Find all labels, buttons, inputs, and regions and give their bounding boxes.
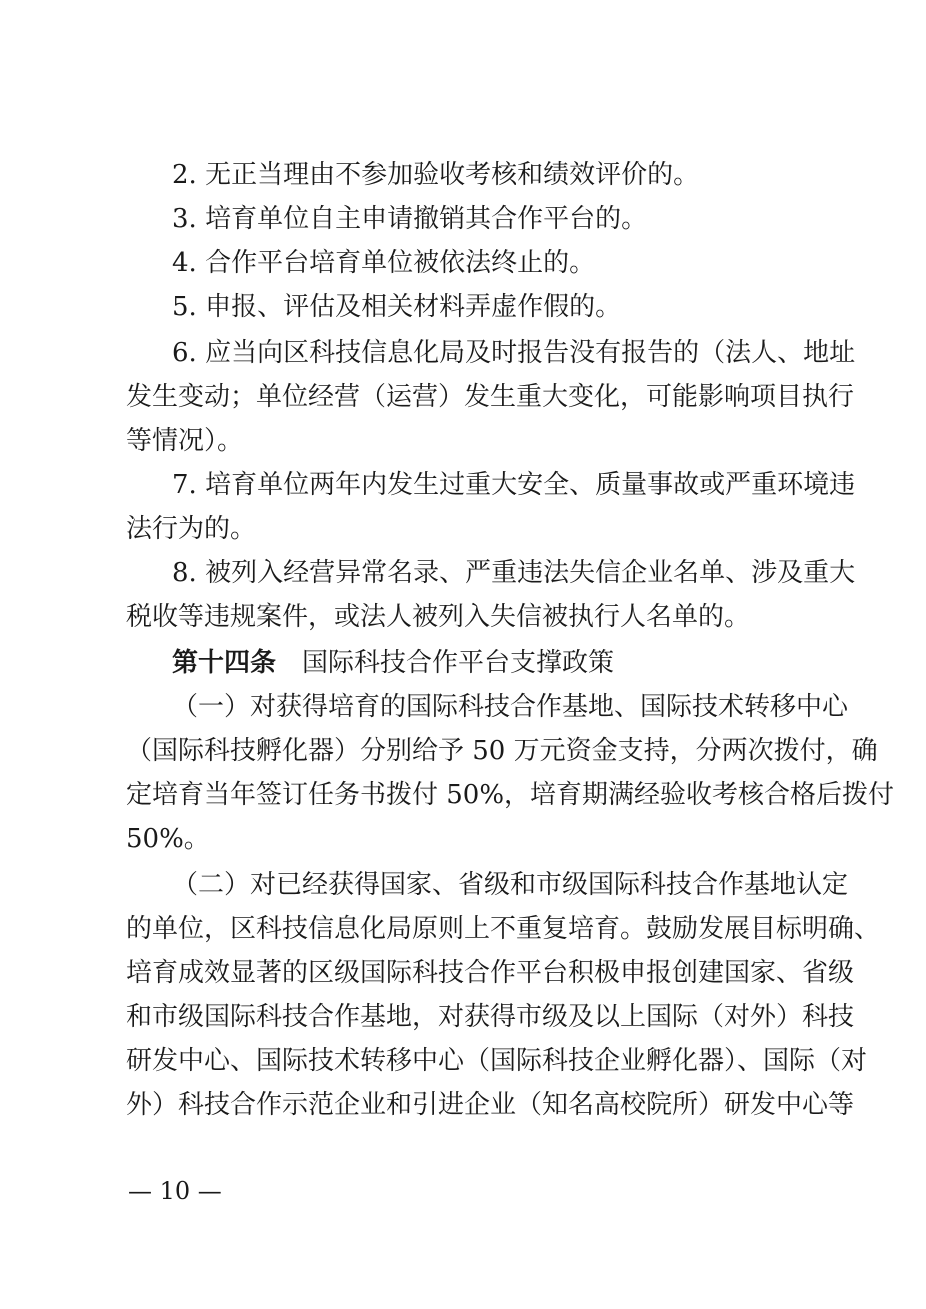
- clause-2-line-3: 培育成效显著的区级国际科技合作平台积极申报创建国家、省级: [126, 958, 855, 988]
- clause-1-line-4: 50%。: [126, 824, 210, 854]
- page-number: — 10 —: [128, 1177, 222, 1205]
- article-number: 第十四条: [172, 648, 277, 678]
- list-item-8-line-2: 税收等违规案件，或法人被列入失信被执行人名单的。: [126, 602, 751, 632]
- clause-1-line-1: （一）对获得培育的国际科技合作基地、国际技术转移中心: [172, 692, 849, 722]
- article-title: 国际科技合作平台支撑政策: [302, 648, 615, 678]
- clause-2-line-4: 和市级国际科技合作基地，对获得市级及以上国际（对外）科技: [126, 1002, 855, 1032]
- list-item-7-line-2: 法行为的。: [126, 514, 257, 544]
- list-item-4: 4. 合作平台培育单位被依法终止的。: [172, 248, 596, 278]
- list-item-3: 3. 培育单位自主申请撤销其合作平台的。: [172, 204, 648, 234]
- list-item-8-line-1: 8. 被列入经营异常名录、严重违法失信企业名单、涉及重大: [172, 558, 856, 588]
- list-item-6-line-2: 发生变动；单位经营（运营）发生重大变化，可能影响项目执行: [126, 382, 855, 412]
- clause-2-line-1: （二）对已经获得国家、省级和市级国际科技合作基地认定: [172, 870, 849, 900]
- clause-2-line-5: 研发中心、国际技术转移中心（国际科技企业孵化器）、国际（对: [126, 1046, 868, 1076]
- clause-2-line-6: 外）科技合作示范企业和引进企业（知名高校院所）研发中心等: [126, 1090, 855, 1120]
- list-item-6-line-1: 6. 应当向区科技信息化局及时报告没有报告的（法人、地址: [172, 338, 856, 368]
- clause-2-line-2: 的单位，区科技信息化局原则上不重复培育。鼓励发展目标明确、: [126, 914, 881, 944]
- article-heading: [172, 646, 614, 680]
- list-item-5: 5. 申报、评估及相关材料弄虚作假的。: [172, 292, 622, 322]
- clause-1-line-3: 定培育当年签订任务书拨付 50%，培育期满经验收考核合格后拨付: [126, 780, 895, 810]
- clause-1-line-2: （国际科技孵化器）分别给予 50 万元资金支持，分两次拨付，确: [126, 736, 878, 766]
- list-item-6-line-3: 等情况）。: [126, 426, 244, 456]
- list-item-7-line-1: 7. 培育单位两年内发生过重大安全、质量事故或严重环境违: [172, 470, 856, 500]
- list-item-2: 2. 无正当理由不参加验收考核和绩效评价的。: [172, 160, 700, 190]
